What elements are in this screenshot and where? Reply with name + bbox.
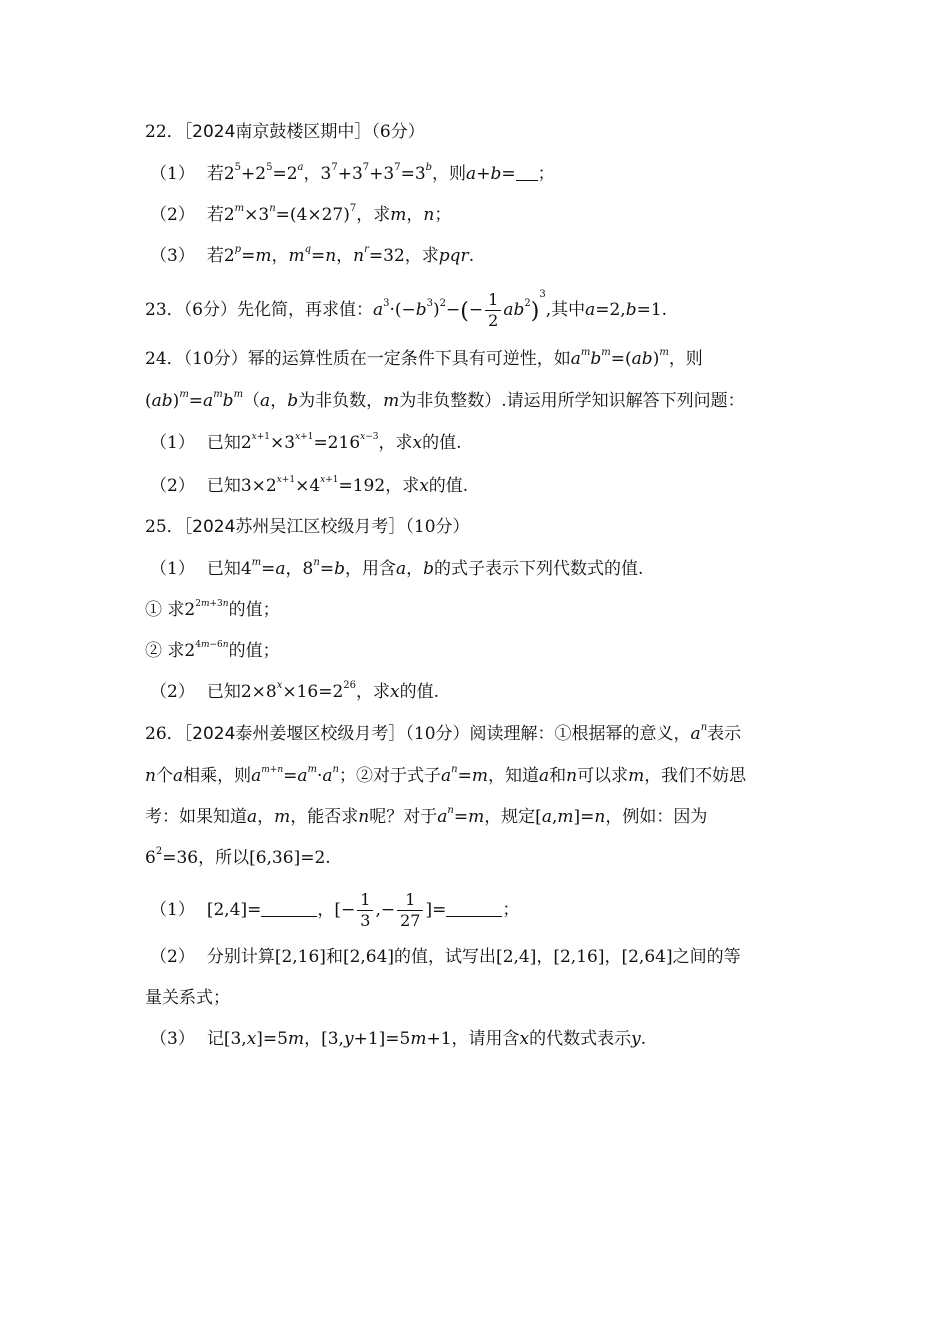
q24-line2: $(ab)^m=a^mb^m(a$，b为非负数，m为非负整数）.请运用所学知识解答下列问题： <box>145 389 745 411</box>
q22-part2: （2） 若$2^m\times 3^n=(4\times 27)^7$，求m，n； <box>150 203 452 225</box>
q25-sub2: ② 求$2^{4m-6n}$的值； <box>145 640 280 661</box>
q24-part2: （2） 已知$3\times 2^{x+1}\times 4^{x+1}=192$，求x的值. <box>150 475 469 496</box>
q25-part2: （2） 已知$2\times 8^x\times 16=2^{26}$，求x的值. <box>150 680 440 702</box>
q26-part3: （3） 记[3,x]=5m，[3,y+1]=5m+1，请用含x的代数式表示y. <box>150 1029 647 1049</box>
q24-line1: 24．（10分）幂的运算性质在一定条件下具有可逆性，如$a^mb^m=(ab)^m$，则 <box>145 347 703 369</box>
q26-part2-cont: 量关系式； <box>145 988 230 1008</box>
q26-line4: $6^2=36$，所以[6,36]=2. <box>145 846 331 868</box>
q22-part3: （3） 若$2^p=m$，$m^q=n$，$n^r=32$，求pqr. <box>150 244 475 266</box>
q22-title: 22．［2024南京鼓楼区期中］（6分） <box>145 122 425 142</box>
q26-part2: （2） 分别计算[2,16]和[2,64]的值，试写出[2,4]，[2,16]，[2,64]之间的等 <box>150 947 741 967</box>
q23-line: 23．（6分）先化简，再求值：$a^3\cdot(-b^3)^2-(-$ $\frac{1}{2}$ $ab^2)^3$,其中a=2,b=1. <box>145 289 668 330</box>
q25-title: 25．［2024苏州吴江区校级月考］（10分） <box>145 517 470 537</box>
q22-part1: （1） 若$2^5+2^5=2^a$，$3^7+3^7+3^7=3^b$，则a+b= ； <box>150 162 555 184</box>
q24-part1: （1） 已知$2^{x+1}\times 3^{x+1}=216^{x-3}$，求x的值. <box>150 432 462 453</box>
q25-sub1: ① 求$2^{2m+3n}$的值； <box>145 599 280 620</box>
q26-line2: n个a相乘，则$a^{m+n}=a^m\cdot a^n$；②对于式子$a^n=m$，知道a和n可以求m，我们不妨思 <box>145 764 747 786</box>
q26-line3: 考：如果知道a，m，能否求n呢？对于$a^n=m$，规定[a,m]=n，例如：因为 <box>145 805 708 827</box>
q25-part1: （1） 已知$4^m=a$，$8^n=b$，用含a，b的式子表示下列代数式的值. <box>150 557 644 579</box>
q26-line1: 26．［2024泰州姜堰区校级月考］（10分）阅读理解：①根据幂的意义，$a^n$表示 <box>145 722 742 744</box>
q26-part1: （1） [2,4]= ，[− $\frac{1}{3}$ ,− $\frac{1}{27}$ ]= ； <box>150 890 520 930</box>
